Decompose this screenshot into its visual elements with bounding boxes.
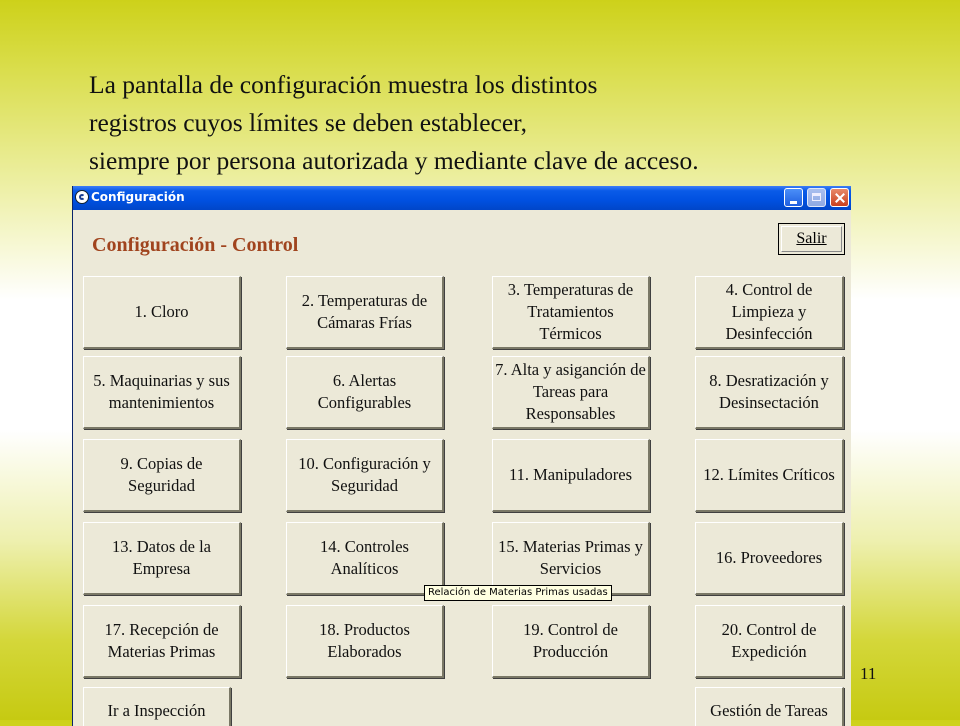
window-titlebar[interactable] (73, 186, 851, 210)
handlers-button[interactable]: 11. Manipuladores (492, 439, 650, 512)
section-heading: Configuración - Control (92, 234, 299, 256)
task-management-button[interactable]: Gestión de Tareas (695, 687, 844, 726)
cleaning-control-button[interactable]: 4. Control de Limpieza y Desinfección (695, 276, 844, 349)
exit-button-label: Salir (796, 230, 827, 247)
caption-line-1: La pantalla de configuración muestra los distintos (89, 70, 598, 99)
window-title: Configuración (91, 190, 185, 204)
minimize-button[interactable] (784, 188, 803, 207)
configuration-security-button[interactable]: 10. Configuración y Seguridad (286, 439, 444, 512)
tooltip: Relación de Materias Primas usadas (424, 585, 612, 601)
raw-materials-services-button[interactable]: 15. Materias Primas y Servicios (492, 522, 650, 595)
exit-button[interactable] (778, 223, 845, 255)
finished-products-button[interactable]: 18. Productos Elaborados (286, 605, 444, 678)
production-control-button[interactable]: 19. Control de Producción (492, 605, 650, 678)
configuration-window (72, 186, 851, 726)
caption-line-3: siempre por persona autorizada y mediante clave de acceso. (89, 146, 699, 175)
thermal-treatment-temperatures-button[interactable]: 3. Temperaturas de Tratamientos Térmicos (492, 276, 650, 349)
go-to-inspection-button[interactable]: Ir a Inspección (83, 687, 231, 726)
company-data-button[interactable]: 13. Datos de la Empresa (83, 522, 241, 595)
close-button[interactable] (830, 188, 849, 207)
app-icon (75, 190, 89, 204)
suppliers-button[interactable]: 16. Proveedores (695, 522, 844, 595)
caption-line-2: registros cuyos límites se deben establecer, (89, 108, 528, 137)
raw-materials-reception-button[interactable]: 17. Recepción de Materias Primas (83, 605, 241, 678)
analytical-controls-button[interactable]: 14. Controles Analíticos (286, 522, 444, 595)
pest-control-button[interactable]: 8. Desratización y Desinsectación (695, 356, 844, 429)
maximize-button (807, 188, 826, 207)
task-assignment-button[interactable]: 7. Alta y asiganción de Tareas para Responsables (492, 356, 650, 429)
configurable-alerts-button[interactable]: 6. Alertas Configurables (286, 356, 444, 429)
slide-caption (89, 66, 889, 180)
shipping-control-button[interactable]: 20. Control de Expedición (695, 605, 844, 678)
slide-number: 11 (860, 664, 877, 683)
critical-limits-button[interactable]: 12. Límites Críticos (695, 439, 844, 512)
cloro-button[interactable]: 1. Cloro (83, 276, 241, 349)
backup-button[interactable]: 9. Copias de Seguridad (83, 439, 241, 512)
cold-room-temperatures-button[interactable]: 2. Temperaturas de Cámaras Frías (286, 276, 444, 349)
machinery-maintenance-button[interactable]: 5. Maquinarias y sus mantenimientos (83, 356, 241, 429)
